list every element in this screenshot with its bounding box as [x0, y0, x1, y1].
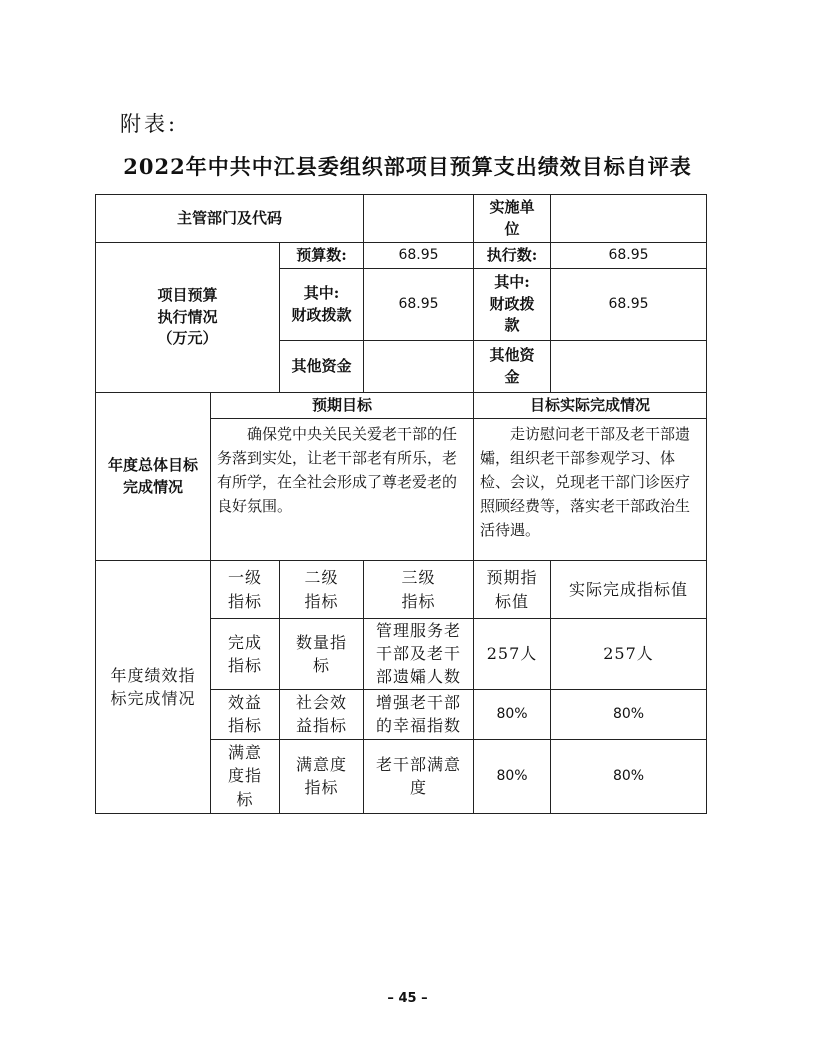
expected-goal-header: 预期目标 — [211, 393, 474, 419]
actual-goal-text — [474, 419, 707, 561]
attachment-label: 附表: — [120, 112, 179, 136]
indicator-level1: 效益 指标 — [211, 689, 280, 739]
actual-goal-header: 目标实际完成情况 — [474, 393, 707, 419]
dept-row — [96, 195, 707, 243]
budget-row — [96, 243, 707, 269]
indicator-level1: 完成 指标 — [211, 619, 280, 690]
indicator-level3: 管理服务老 干部及老干 部遗孀人数 — [364, 619, 474, 690]
indicator-actual-value: 80% — [551, 689, 707, 739]
dept-label: 主管部门及代码 — [96, 195, 364, 243]
fiscal-budget-value: 68.95 — [364, 269, 474, 341]
other-funds-exec-value — [551, 341, 707, 393]
indicator-header-actual: 实际完成指标值 — [551, 561, 707, 619]
performance-evaluation-table — [95, 194, 707, 814]
indicator-header-expected: 预期指 标值 — [474, 561, 551, 619]
actual-goal-text-content: 走访慰问老干部及老干部遗孀，组织老干部参观学习、体检、会议，兑现老干部门诊医疗照顾经费等，落实老干部政治生活待遇。 — [480, 425, 691, 539]
other-funds-budget-value — [364, 341, 474, 393]
indicator-level3: 老干部满意 度 — [364, 739, 474, 813]
dept-value — [364, 195, 474, 243]
indicator-expected-value: 257人 — [474, 619, 551, 690]
fiscal-exec-value: 68.95 — [551, 269, 707, 341]
impl-unit-label: 实施单 位 — [474, 195, 551, 243]
document-title: 2022年中共中江县委组织部项目预算支出绩效目标自评表 — [123, 154, 692, 179]
impl-unit-value — [551, 195, 707, 243]
fiscal-exec-label: 其中: 财政拨 款 — [474, 269, 551, 341]
indicator-actual-value: 80% — [551, 739, 707, 813]
fiscal-label: 其中: 财政拨款 — [280, 269, 364, 341]
other-funds-exec-label: 其他资 金 — [474, 341, 551, 393]
indicator-section-label: 年度绩效指 标完成情况 — [96, 561, 211, 814]
indicator-expected-value: 80% — [474, 739, 551, 813]
page-number: – 45 – — [387, 991, 428, 1006]
expected-goal-text — [211, 419, 474, 561]
budget-section-label: 项目预算 执行情况 （万元） — [96, 243, 280, 393]
exec-value: 68.95 — [551, 243, 707, 269]
indicator-level2: 社会效 益指标 — [280, 689, 364, 739]
goal-header-row — [96, 393, 707, 419]
indicator-header-level3: 三级 指标 — [364, 561, 474, 619]
indicator-expected-value: 80% — [474, 689, 551, 739]
indicator-header-level1: 一级 指标 — [211, 561, 280, 619]
budget-value: 68.95 — [364, 243, 474, 269]
other-funds-label: 其他资金 — [280, 341, 364, 393]
exec-label: 执行数: — [474, 243, 551, 269]
indicator-level2: 满意度 指标 — [280, 739, 364, 813]
indicator-level3: 增强老干部 的幸福指数 — [364, 689, 474, 739]
annual-goal-section-label: 年度总体目标 完成情况 — [96, 393, 211, 561]
indicator-header-level2: 二级 指标 — [280, 561, 364, 619]
indicator-level1: 满意 度指 标 — [211, 739, 280, 813]
indicator-header-row — [96, 561, 707, 619]
budget-label: 预算数: — [280, 243, 364, 269]
indicator-level2: 数量指 标 — [280, 619, 364, 690]
expected-goal-text-content: 确保党中央关民关爱老干部的任务落到实处，让老干部老有所乐，老有所学，在全社会形成了尊老爱老的良好氛围。 — [217, 425, 458, 515]
indicator-actual-value: 257人 — [551, 619, 707, 690]
